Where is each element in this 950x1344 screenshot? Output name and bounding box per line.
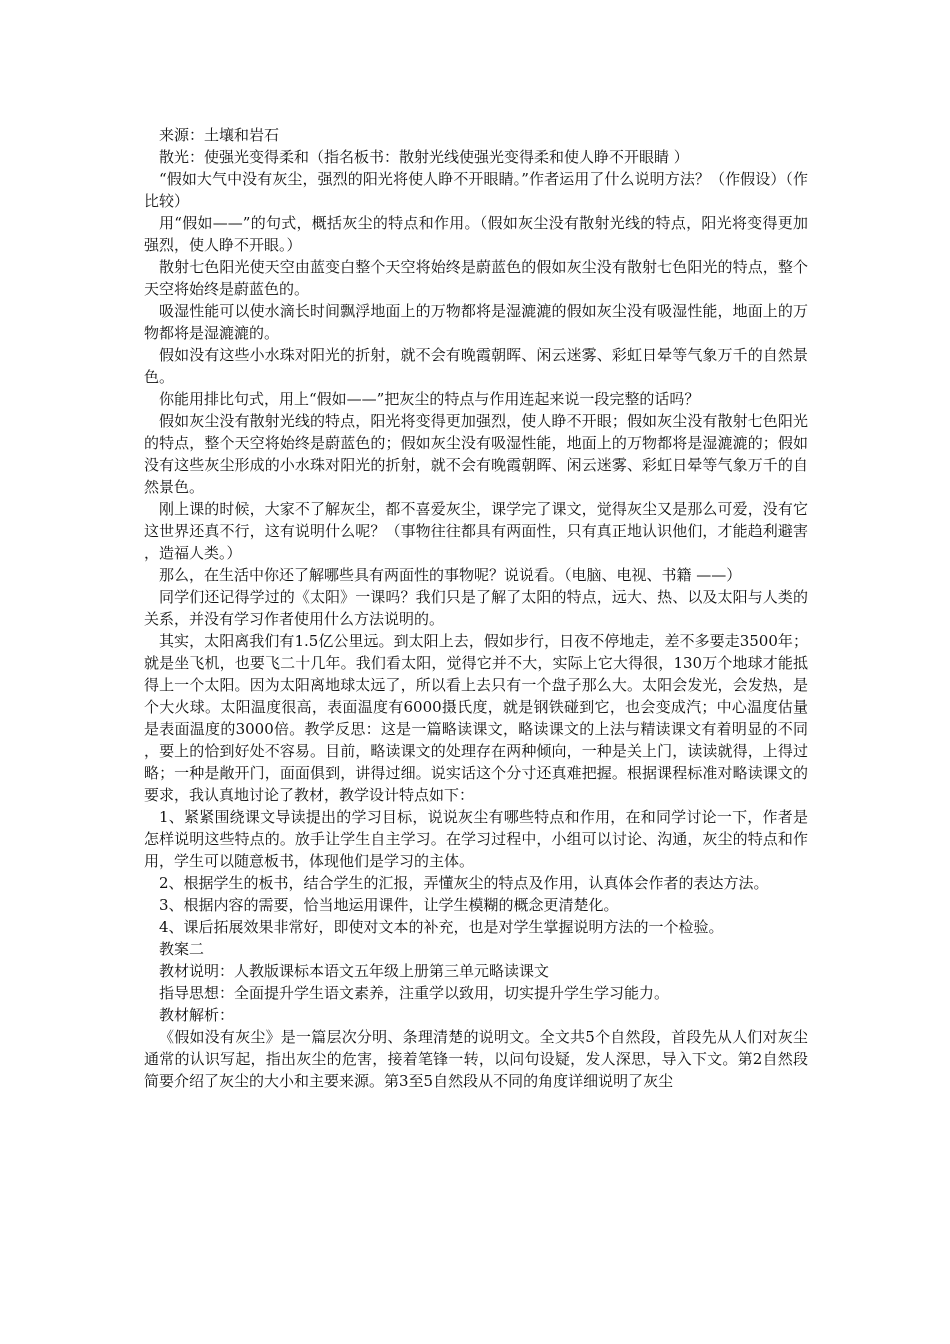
paragraph: 同学们还记得学过的《太阳》一课吗？我们只是了解了太阳的特点，远大、热、以及太阳与人类的关系，并没有学习作者使用什么方法说明的。: [144, 588, 808, 628]
paragraph: 刚上课的时候，大家不了解灰尘，都不喜爱灰尘，课学完了课文，觉得灰尘又是那么可爱，没有它这世界还真不行，这有说明什么呢？（事物往往都具有两面性，只有真正地认识他们，才能趋利避害，造福人类。）: [144, 500, 808, 562]
paragraph: 1、紧紧围绕课文导读提出的学习目标，说说灰尘有哪些特点和作用，在和同学讨论一下，作者是怎样说明这些特点的。放手让学生自主学习。在学习过程中，小组可以讨论、沟通，灰尘的特点和作用，学生可以随意板书，体现他们是学习的主体。: [144, 808, 808, 870]
paragraph: 假如没有这些小水珠对阳光的折射，就不会有晚霞朝晖、闲云迷雾、彩虹日晕等气象万千的自然景色。: [144, 346, 808, 386]
paragraph: 那么，在生活中你还了解哪些具有两面性的事物呢？说说看。（电脑、电视、书籍 ——）: [159, 566, 742, 584]
paragraph: “假如大气中没有灰尘，强烈的阳光将使人睁不开眼睛。”作者运用了什么说明方法？（作假设）（作比较）: [144, 170, 808, 210]
document-page: [144, 124, 808, 1092]
section-heading: 教案二: [159, 940, 205, 958]
paragraph: 你能用排比句式，用上“假如——”把灰尘的特点与作用连起来说一段完整的话吗？: [159, 390, 700, 408]
paragraph: 4、课后拓展效果非常好，即使对文本的补充，也是对学生掌握说明方法的一个检验。: [159, 918, 724, 936]
paragraph: 其实，太阳离我们有1.5亿公里远。到太阳上去，假如步行，日夜不停地走，差不多要走3500年；就是坐飞机，也要飞二十几年。我们看太阳，觉得它并不大，实际上它大得很，130万个地球才能抵得上一个太阳。因为太阳离地球太远了，所以看上去只有一个盘子那么大。太阳会发光，会发热，是个大火球。太阳温度很高，表面温度有6000摄氏度，就是钢铁碰到它，也会变成汽；中心温度估量是表面温度的3000倍。教学反思：这是一篇略读课文，略读课文的上法与精读课文有着明显的不同，要上的恰到好处不容易。目前，略读课文的处理存在两种倾向，一种是关上门，读读就得，上得过略；一种是敞开门，面面俱到，讲得过细。说实话这个分寸还真难把握。根据课程标准对略读课文的要求，我认真地讨论了教材，教学设计特点如下：: [144, 632, 808, 804]
paragraph: 教材说明：人教版课标本语文五年级上册第三单元略读课文: [159, 962, 550, 980]
paragraph: 散光：使强光变得柔和（指名板书：散射光线使强光变得柔和使人睁不开眼睛 ）: [159, 148, 689, 166]
paragraph: 2、根据学生的板书，结合学生的汇报，弄懂灰尘的特点及作用，认真体会作者的表达方法。: [159, 874, 769, 892]
paragraph: 吸湿性能可以使水滴长时间飘浮地面上的万物都将是湿漉漉的假如灰尘没有吸湿性能，地面上的万物都将是湿漉漉的。: [144, 302, 808, 342]
paragraph: 来源：土壤和岩石: [159, 126, 280, 144]
paragraph: 用“假如——”的句式，概括灰尘的特点和作用。（假如灰尘没有散射光线的特点，阳光将变得更加强烈，使人睁不开眼。）: [144, 214, 808, 254]
paragraph: 教材解析：: [159, 1006, 235, 1024]
paragraph: 散射七色阳光使天空由蓝变白整个天空将始终是蔚蓝色的假如灰尘没有散射七色阳光的特点，整个天空将始终是蔚蓝色的。: [144, 258, 808, 298]
paragraph: 假如灰尘没有散射光线的特点，阳光将变得更加强烈，使人睁不开眼；假如灰尘没有散射七色阳光的特点，整个天空将始终是蔚蓝色的；假如灰尘没有吸湿性能，地面上的万物都将是湿漉漉的；假如没有这些灰尘形成的小水珠对阳光的折射，就不会有晚霞朝晖、闲云迷雾、彩虹日晕等气象万千的自然景色。: [144, 412, 808, 496]
paragraph: 3、根据内容的需要，恰当地运用课件，让学生模糊的概念更清楚化。: [159, 896, 619, 914]
paragraph: 指导思想：全面提升学生语文素养，注重学以致用，切实提升学生学习能力。: [159, 984, 670, 1002]
paragraph: 《假如没有灰尘》是一篇层次分明、条理清楚的说明文。全文共5个自然段，首段先从人们对灰尘通常的认识写起，指出灰尘的危害，接着笔锋一转，以问句设疑，发人深思，导入下文。第2自然段简要介绍了灰尘的大小和主要来源。第3至5自然段从不同的角度详细说明了灰尘: [144, 1028, 808, 1090]
